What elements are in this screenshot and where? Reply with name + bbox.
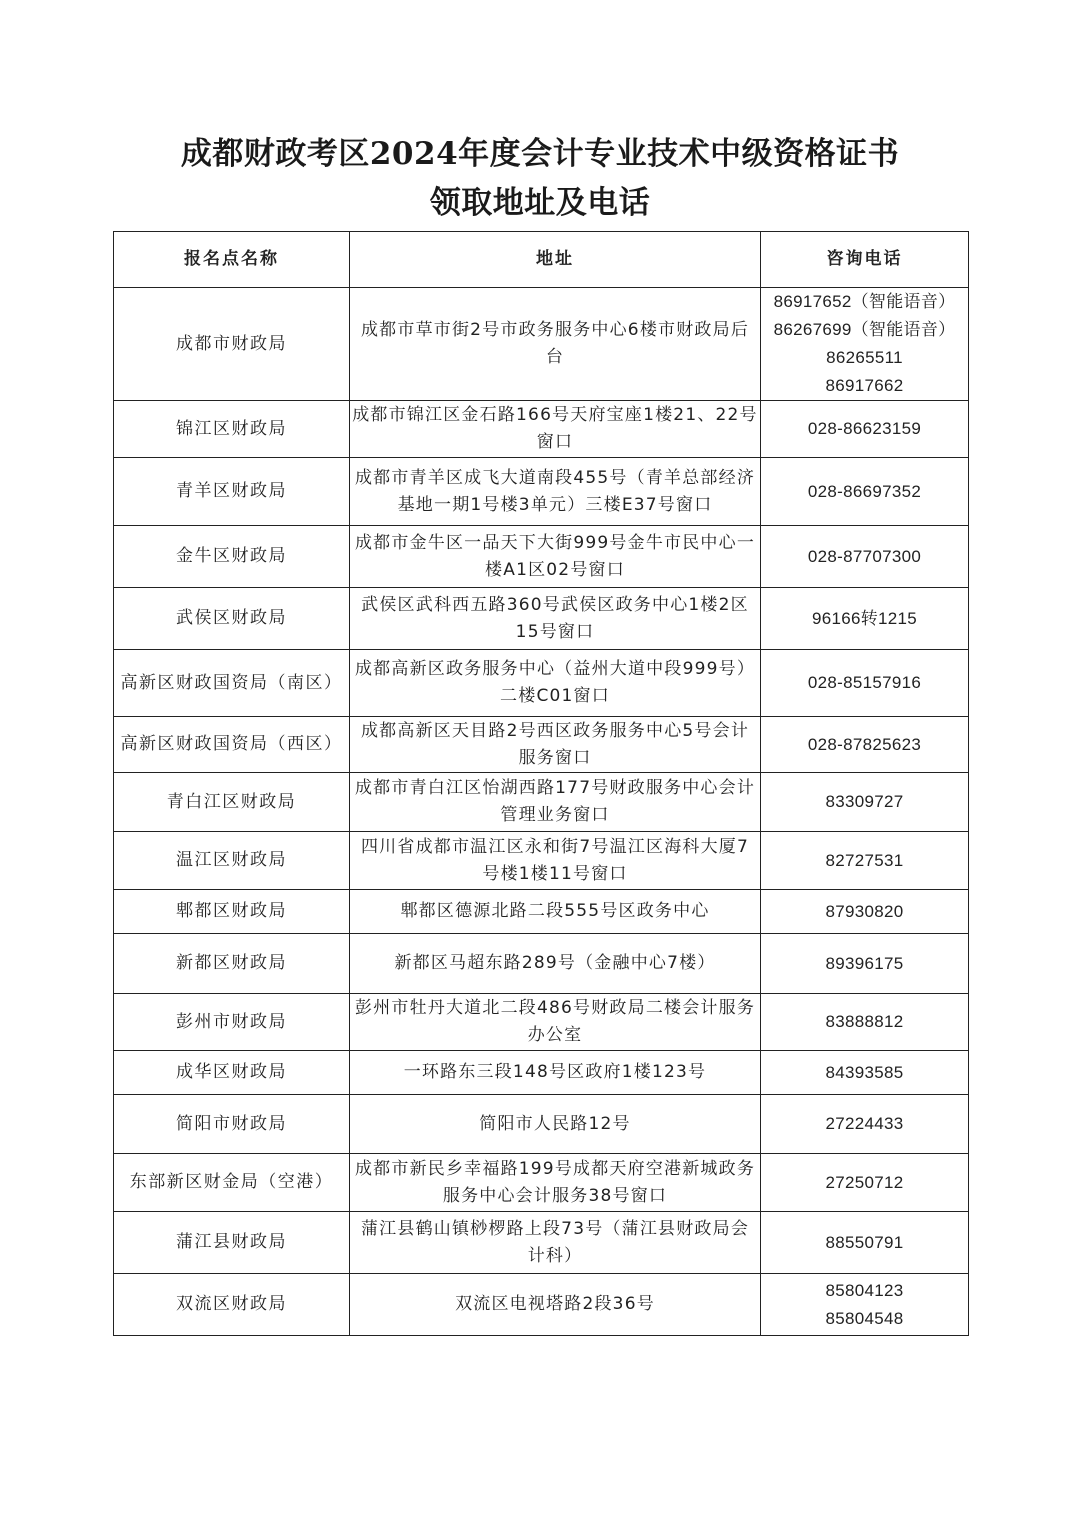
office-name: 武侯区财政局	[114, 588, 350, 650]
phone-number: 88550791	[825, 1232, 904, 1252]
table-row	[114, 1274, 969, 1336]
table-row	[114, 717, 969, 773]
office-name: 金牛区财政局	[114, 526, 350, 588]
phone-number: 86917662	[825, 376, 904, 395]
phone-number: 84393585	[825, 1062, 904, 1082]
office-address: 成都市青羊区成飞大道南段455号（青羊总部经济基地一期1号楼3单元）三楼E37号窗口	[350, 458, 761, 526]
office-phone-cell	[761, 1154, 969, 1212]
header-name: 报名点名称	[114, 232, 350, 288]
table-row	[114, 458, 969, 526]
table-row	[114, 934, 969, 994]
table-row	[114, 832, 969, 890]
table-row	[114, 890, 969, 934]
office-phone-cell	[761, 890, 969, 934]
table-row	[114, 773, 969, 832]
table-row	[114, 1095, 969, 1154]
office-phone-cell	[761, 1095, 969, 1154]
office-phone-cell	[761, 526, 969, 588]
office-name: 高新区财政国资局（南区）	[114, 650, 350, 717]
phone-number: 83309727	[825, 792, 904, 811]
phone-number: 028-86697352	[807, 481, 922, 501]
office-address: 郫都区德源北路二段555号区政务中心	[350, 890, 761, 934]
office-phone-cell	[761, 1051, 969, 1095]
phone-number: 028-85157916	[807, 673, 922, 692]
office-name: 青羊区财政局	[114, 458, 350, 526]
office-name: 青白江区财政局	[114, 773, 350, 832]
office-phone-cell	[761, 650, 969, 717]
office-name: 新都区财政局	[114, 934, 350, 994]
phone-number: 87930820	[825, 901, 904, 921]
office-address: 成都市新民乡幸福路199号成都天府空港新城政务服务中心会计服务38号窗口	[350, 1154, 761, 1212]
office-name: 成都市财政局	[114, 288, 350, 401]
table-row	[114, 288, 969, 401]
phone-number: 96166转1215	[811, 608, 918, 628]
office-phone-cell	[761, 717, 969, 773]
office-address: 武侯区武科西五路360号武侯区政务中心1楼2区15号窗口	[350, 588, 761, 650]
phone-number: 028-86623159	[807, 419, 922, 438]
office-name: 东部新区财金局（空港）	[114, 1154, 350, 1212]
office-address: 成都市草市街2号市政务服务中心6楼市财政局后台	[350, 288, 761, 401]
office-name: 成华区财政局	[114, 1051, 350, 1095]
office-phone-cell	[761, 288, 969, 401]
phone-number: 89396175	[825, 953, 904, 973]
phone-number: 27250712	[825, 1172, 904, 1192]
office-phone-cell	[761, 458, 969, 526]
office-phone-cell	[761, 773, 969, 832]
certificate-pickup-table	[113, 231, 969, 1336]
phone-number: 83888812	[825, 1012, 904, 1031]
office-name: 彭州市财政局	[114, 994, 350, 1051]
table-row	[114, 1212, 969, 1274]
document-title-line1: 成都财政考区2024年度会计专业技术中级资格证书	[180, 136, 900, 172]
phone-number: 86265511	[826, 348, 903, 367]
office-address: 成都市青白江区怡湖西路177号财政服务中心会计管理业务窗口	[350, 773, 761, 832]
office-phone-cell	[761, 832, 969, 890]
office-phone-cell	[761, 1274, 969, 1336]
phone-number: 85804548	[825, 1308, 904, 1328]
office-address: 新都区马超东路289号（金融中心7楼）	[350, 934, 761, 994]
office-name: 蒲江县财政局	[114, 1212, 350, 1274]
table-row	[114, 650, 969, 717]
office-address: 彭州市牡丹大道北二段486号财政局二楼会计服务办公室	[350, 994, 761, 1051]
table-row	[114, 401, 969, 458]
office-phone-cell	[761, 994, 969, 1051]
phone-number: 27224433	[825, 1114, 904, 1133]
office-address: 简阳市人民路12号	[350, 1095, 761, 1154]
phone-number: 86917652（智能语音）	[773, 292, 956, 311]
office-address: 成都高新区政务服务中心（益州大道中段999号）二楼C01窗口	[350, 650, 761, 717]
header-address: 地址	[350, 232, 761, 288]
office-name: 高新区财政国资局（西区）	[114, 717, 350, 773]
table-row	[114, 1051, 969, 1095]
office-name: 郫都区财政局	[114, 890, 350, 934]
table-row	[114, 588, 969, 650]
header-phone: 咨询电话	[761, 232, 969, 288]
office-phone-cell	[761, 934, 969, 994]
office-name: 温江区财政局	[114, 832, 350, 890]
office-address: 成都市金牛区一品天下大街999号金牛市民中心一楼A1区02号窗口	[350, 526, 761, 588]
phone-number: 82727531	[825, 850, 904, 870]
phone-number: 86267699（智能语音）	[773, 320, 956, 339]
office-address: 成都市锦江区金石路166号天府宝座1楼21、22号窗口	[350, 401, 761, 458]
table-body	[114, 288, 969, 1336]
table-header-row	[114, 232, 969, 288]
office-address: 成都高新区天目路2号西区政务服务中心5号会计服务窗口	[350, 717, 761, 773]
office-name: 双流区财政局	[114, 1274, 350, 1336]
table-row	[114, 1154, 969, 1212]
office-phone-cell	[761, 588, 969, 650]
phone-number: 028-87825623	[807, 734, 922, 754]
office-address: 双流区电视塔路2段36号	[350, 1274, 761, 1336]
table-row	[114, 526, 969, 588]
phone-number: 85804123	[825, 1280, 904, 1300]
document-title-line2: 领取地址及电话	[429, 185, 651, 221]
office-address: 一环路东三段148号区政府1楼123号	[350, 1051, 761, 1095]
phone-number: 028-87707300	[807, 546, 922, 566]
office-name: 简阳市财政局	[114, 1095, 350, 1154]
office-name: 锦江区财政局	[114, 401, 350, 458]
office-address: 四川省成都市温江区永和街7号温江区海科大厦7号楼1楼11号窗口	[350, 832, 761, 890]
office-address: 蒲江县鹤山镇桫椤路上段73号（蒲江县财政局会计科）	[350, 1212, 761, 1274]
office-phone-cell	[761, 1212, 969, 1274]
office-phone-cell	[761, 401, 969, 458]
table-row	[114, 994, 969, 1051]
